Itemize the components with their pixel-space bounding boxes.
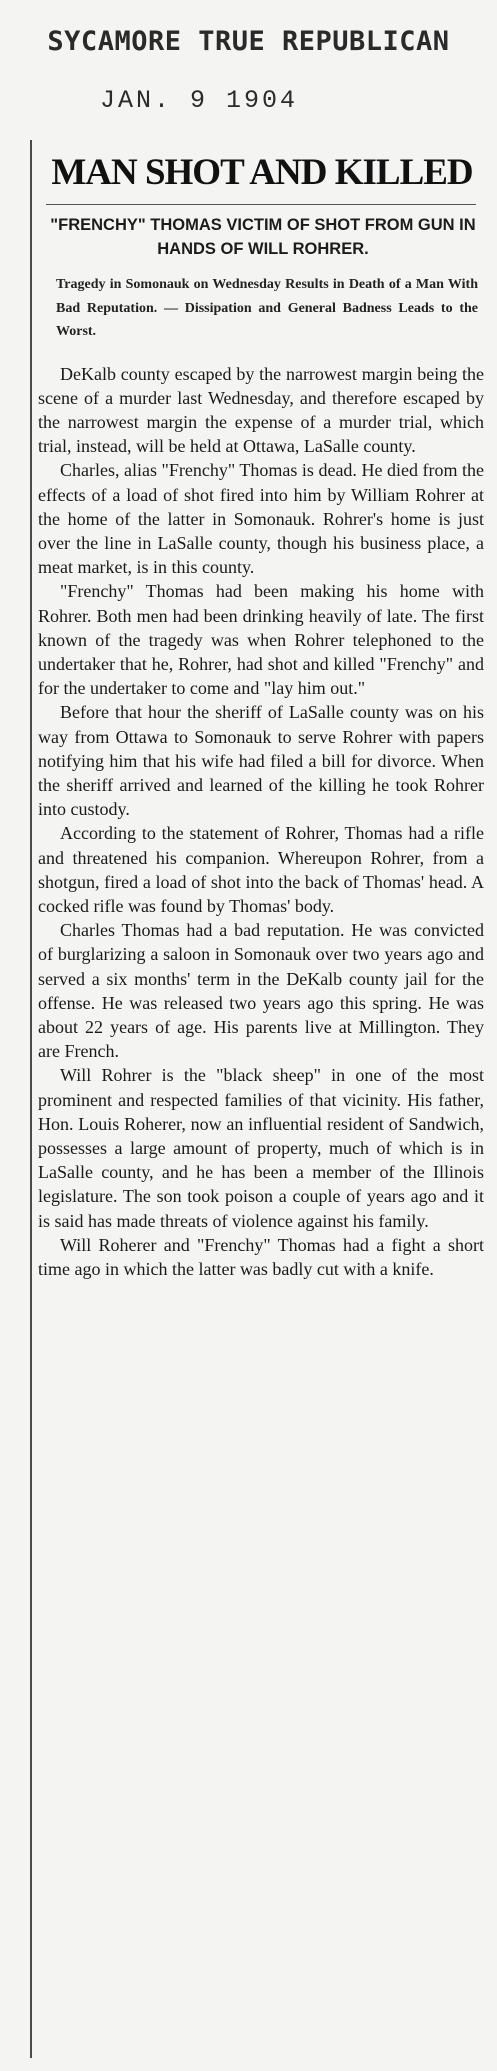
article-paragraph: "Frenchy" Thomas had been making his home with Rohrer. Both men had been drinking heavily of late. The first known of the tragedy was when Rohrer telephoned to the undertaker that he, Rohrer, had shot and killed "Frenchy" and for the undertaker to come and "lay him out."	[38, 581, 484, 699]
article-paragraph: Will Roherer and "Frenchy" Thomas had a fight a short time ago in which the latter was badly cut with a knife.	[38, 1234, 484, 1280]
article-paragraph: According to the statement of Rohrer, Thomas had a rifle and threatened his companion. Whereupon Rohrer, from a shotgun, fired a load of shot into the back of Thomas' head. A cocked rifle was found by Thomas' body.	[38, 823, 484, 916]
article-subdeck: Tragedy in Somonauk on Wednesday Results in Death of a Man With Bad Reputation. — Dissipation and General Badness Leads to the Worst.	[56, 277, 478, 339]
article-paragraph: Before that hour the sheriff of LaSalle county was on his way from Ottawa to Somonauk to serve Rohrer with papers notifying him that his wife had filed a bill for divorce. When the sheriff arrived and learned of the killing he took Rohrer into custody.	[38, 702, 484, 820]
article-deck: "FRENCHY" THOMAS VICTIM OF SHOT FROM GUN IN HANDS OF WILL ROHRER.	[50, 216, 476, 258]
article-column	[30, 140, 492, 2058]
article-paragraph: Charles, alias "Frenchy" Thomas is dead. He died from the effects of a load of shot fired into him by William Rohrer at the home of the latter in Somonauk. Rohrer's home is just over the line in LaSalle county, though his business place, a meat market, is in this county.	[38, 460, 484, 578]
article-paragraph: DeKalb county escaped by the narrowest margin being the scene of a murder last Wednesday, and therefore escaped by the narrowest margin the expense of a murder trial, which trial, instead, will be held at Ottawa, LaSalle county.	[38, 363, 484, 457]
newspaper-name: SYCAMORE TRUE REPUBLICAN	[47, 26, 450, 57]
headline-rule	[46, 204, 476, 205]
article-paragraph: Charles Thomas had a bad reputation. He was convicted of burglarizing a saloon in Somonauk over two years ago and served a six months' term in the DeKalb county jail for the offense. He was released two years ago this spring. He was about 22 years of age. His parents live at Millington. They are French.	[38, 920, 484, 1062]
article-body	[38, 362, 484, 1282]
article-paragraph: Will Rohrer is the "black sheep" in one of the most prominent and respected families of that vicinity. His father, Hon. Louis Roherer, now an influential resident of Sandwich, possesses a large amount of property, much of which is in LaSalle county, and he has been a member of the Illinois legislature. The son took poison a couple of years ago and it is said has made threats of violence against his family.	[38, 1065, 484, 1231]
article-headline: MAN SHOT AND KILLED	[51, 152, 473, 193]
publication-date: JAN. 9 1904	[100, 86, 299, 115]
